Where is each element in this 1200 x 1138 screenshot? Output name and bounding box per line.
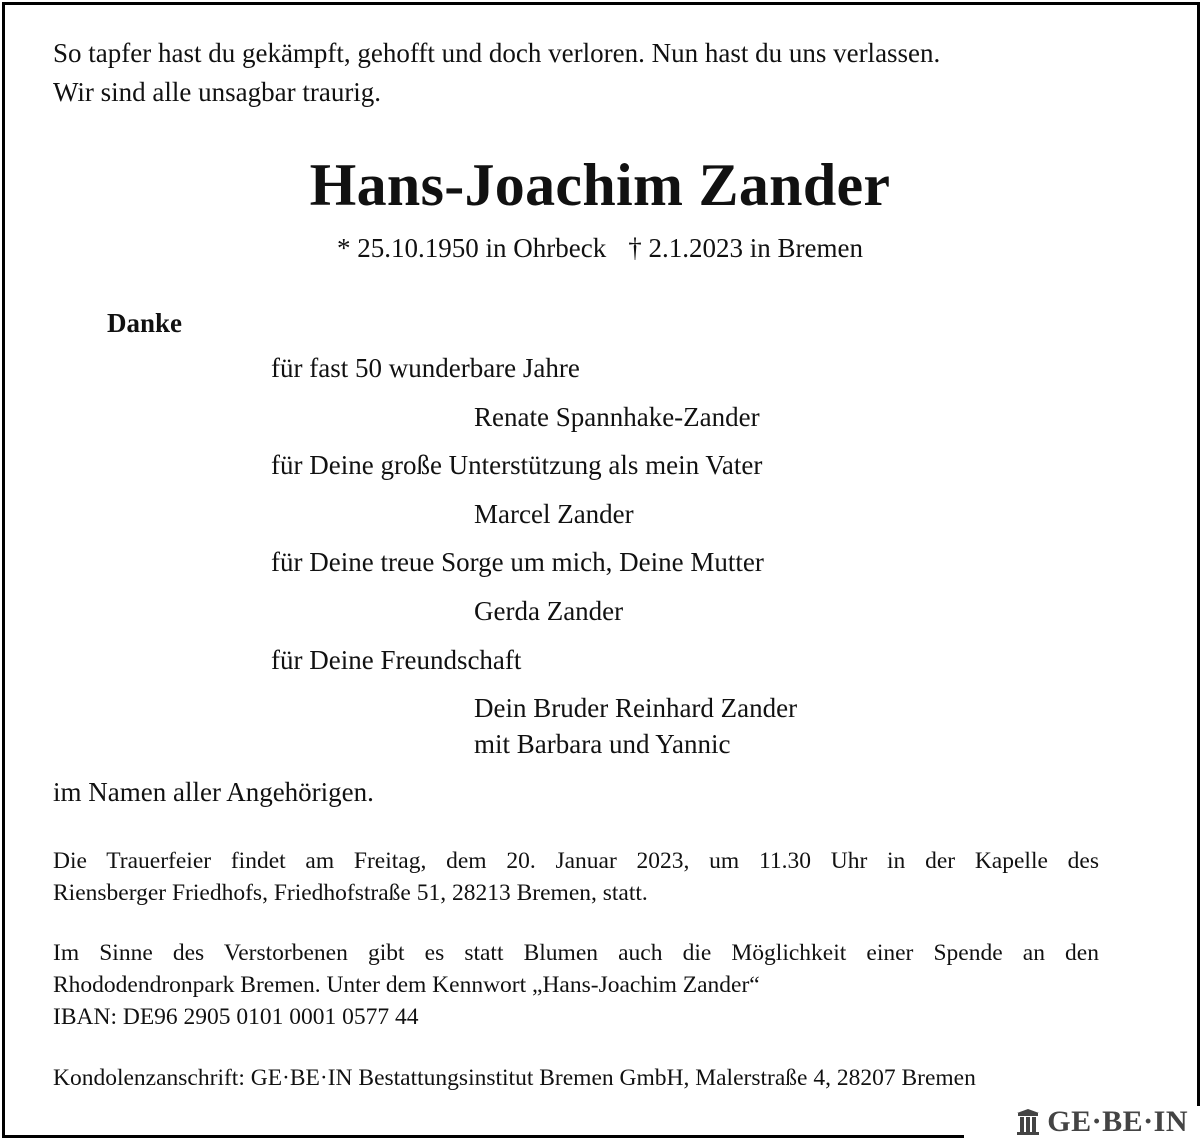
thanks-heading: Danke bbox=[107, 308, 183, 338]
thanks-reason: für Deine treue Sorge um mich, Deine Mutter bbox=[271, 547, 764, 577]
life-dates bbox=[0, 235, 1200, 262]
donation-line-2: Rhododendronpark Bremen. Unter dem Kennwort „Hans-Joachim Zander“ bbox=[53, 972, 760, 998]
thanks-reason: für fast 50 wunderbare Jahre bbox=[271, 353, 580, 383]
donation-line-1: Im Sinne des Verstorbenen gibt es statt Blumen auch die Möglichkeit einer Spende an den bbox=[53, 940, 1099, 966]
thanks-signer: Gerda Zander bbox=[474, 596, 624, 626]
gebein-logo bbox=[964, 1106, 1200, 1138]
thanks-signer: Dein Bruder Reinhard Zander bbox=[474, 693, 798, 723]
intro-line-1: So tapfer hast du gekämpft, gehofft und doch verloren. Nun hast du uns verlassen. bbox=[53, 38, 941, 68]
funeral-line-1: Die Trauerfeier findet am Freitag, dem 20. Januar 2023, um 11.30 Uhr in der Kapelle des bbox=[53, 848, 1099, 874]
deceased-name: Hans-Joachim Zander bbox=[309, 152, 891, 218]
building-icon bbox=[1015, 1109, 1041, 1135]
birth-date: * 25.10.1950 in Ohrbeck bbox=[337, 233, 607, 263]
thanks-signer: mit Barbara und Yannic bbox=[474, 729, 731, 759]
condolence-address: Kondolenzanschrift: GE·BE·IN Bestattungsinstitut Bremen GmbH, Malerstraße 4, 28207 Bremen bbox=[53, 1065, 976, 1091]
donation-iban: IBAN: DE96 2905 0101 0001 0577 44 bbox=[53, 1004, 419, 1030]
intro-line-2: Wir sind alle unsagbar traurig. bbox=[53, 77, 382, 107]
thanks-signer: Marcel Zander bbox=[474, 499, 634, 529]
funeral-line-2: Riensberger Friedhofs, Friedhofstraße 51, 28213 Bremen, statt. bbox=[53, 880, 648, 906]
thanks-reason: für Deine große Unterstützung als mein Vater bbox=[271, 450, 763, 480]
death-date: † 2.1.2023 in Bremen bbox=[628, 233, 863, 263]
thanks-reason: für Deine Freundschaft bbox=[271, 645, 522, 675]
thanks-closing: im Namen aller Angehörigen. bbox=[53, 777, 374, 807]
logo-text: GE·BE·IN bbox=[1047, 1105, 1188, 1138]
thanks-signer: Renate Spannhake-Zander bbox=[474, 402, 760, 432]
